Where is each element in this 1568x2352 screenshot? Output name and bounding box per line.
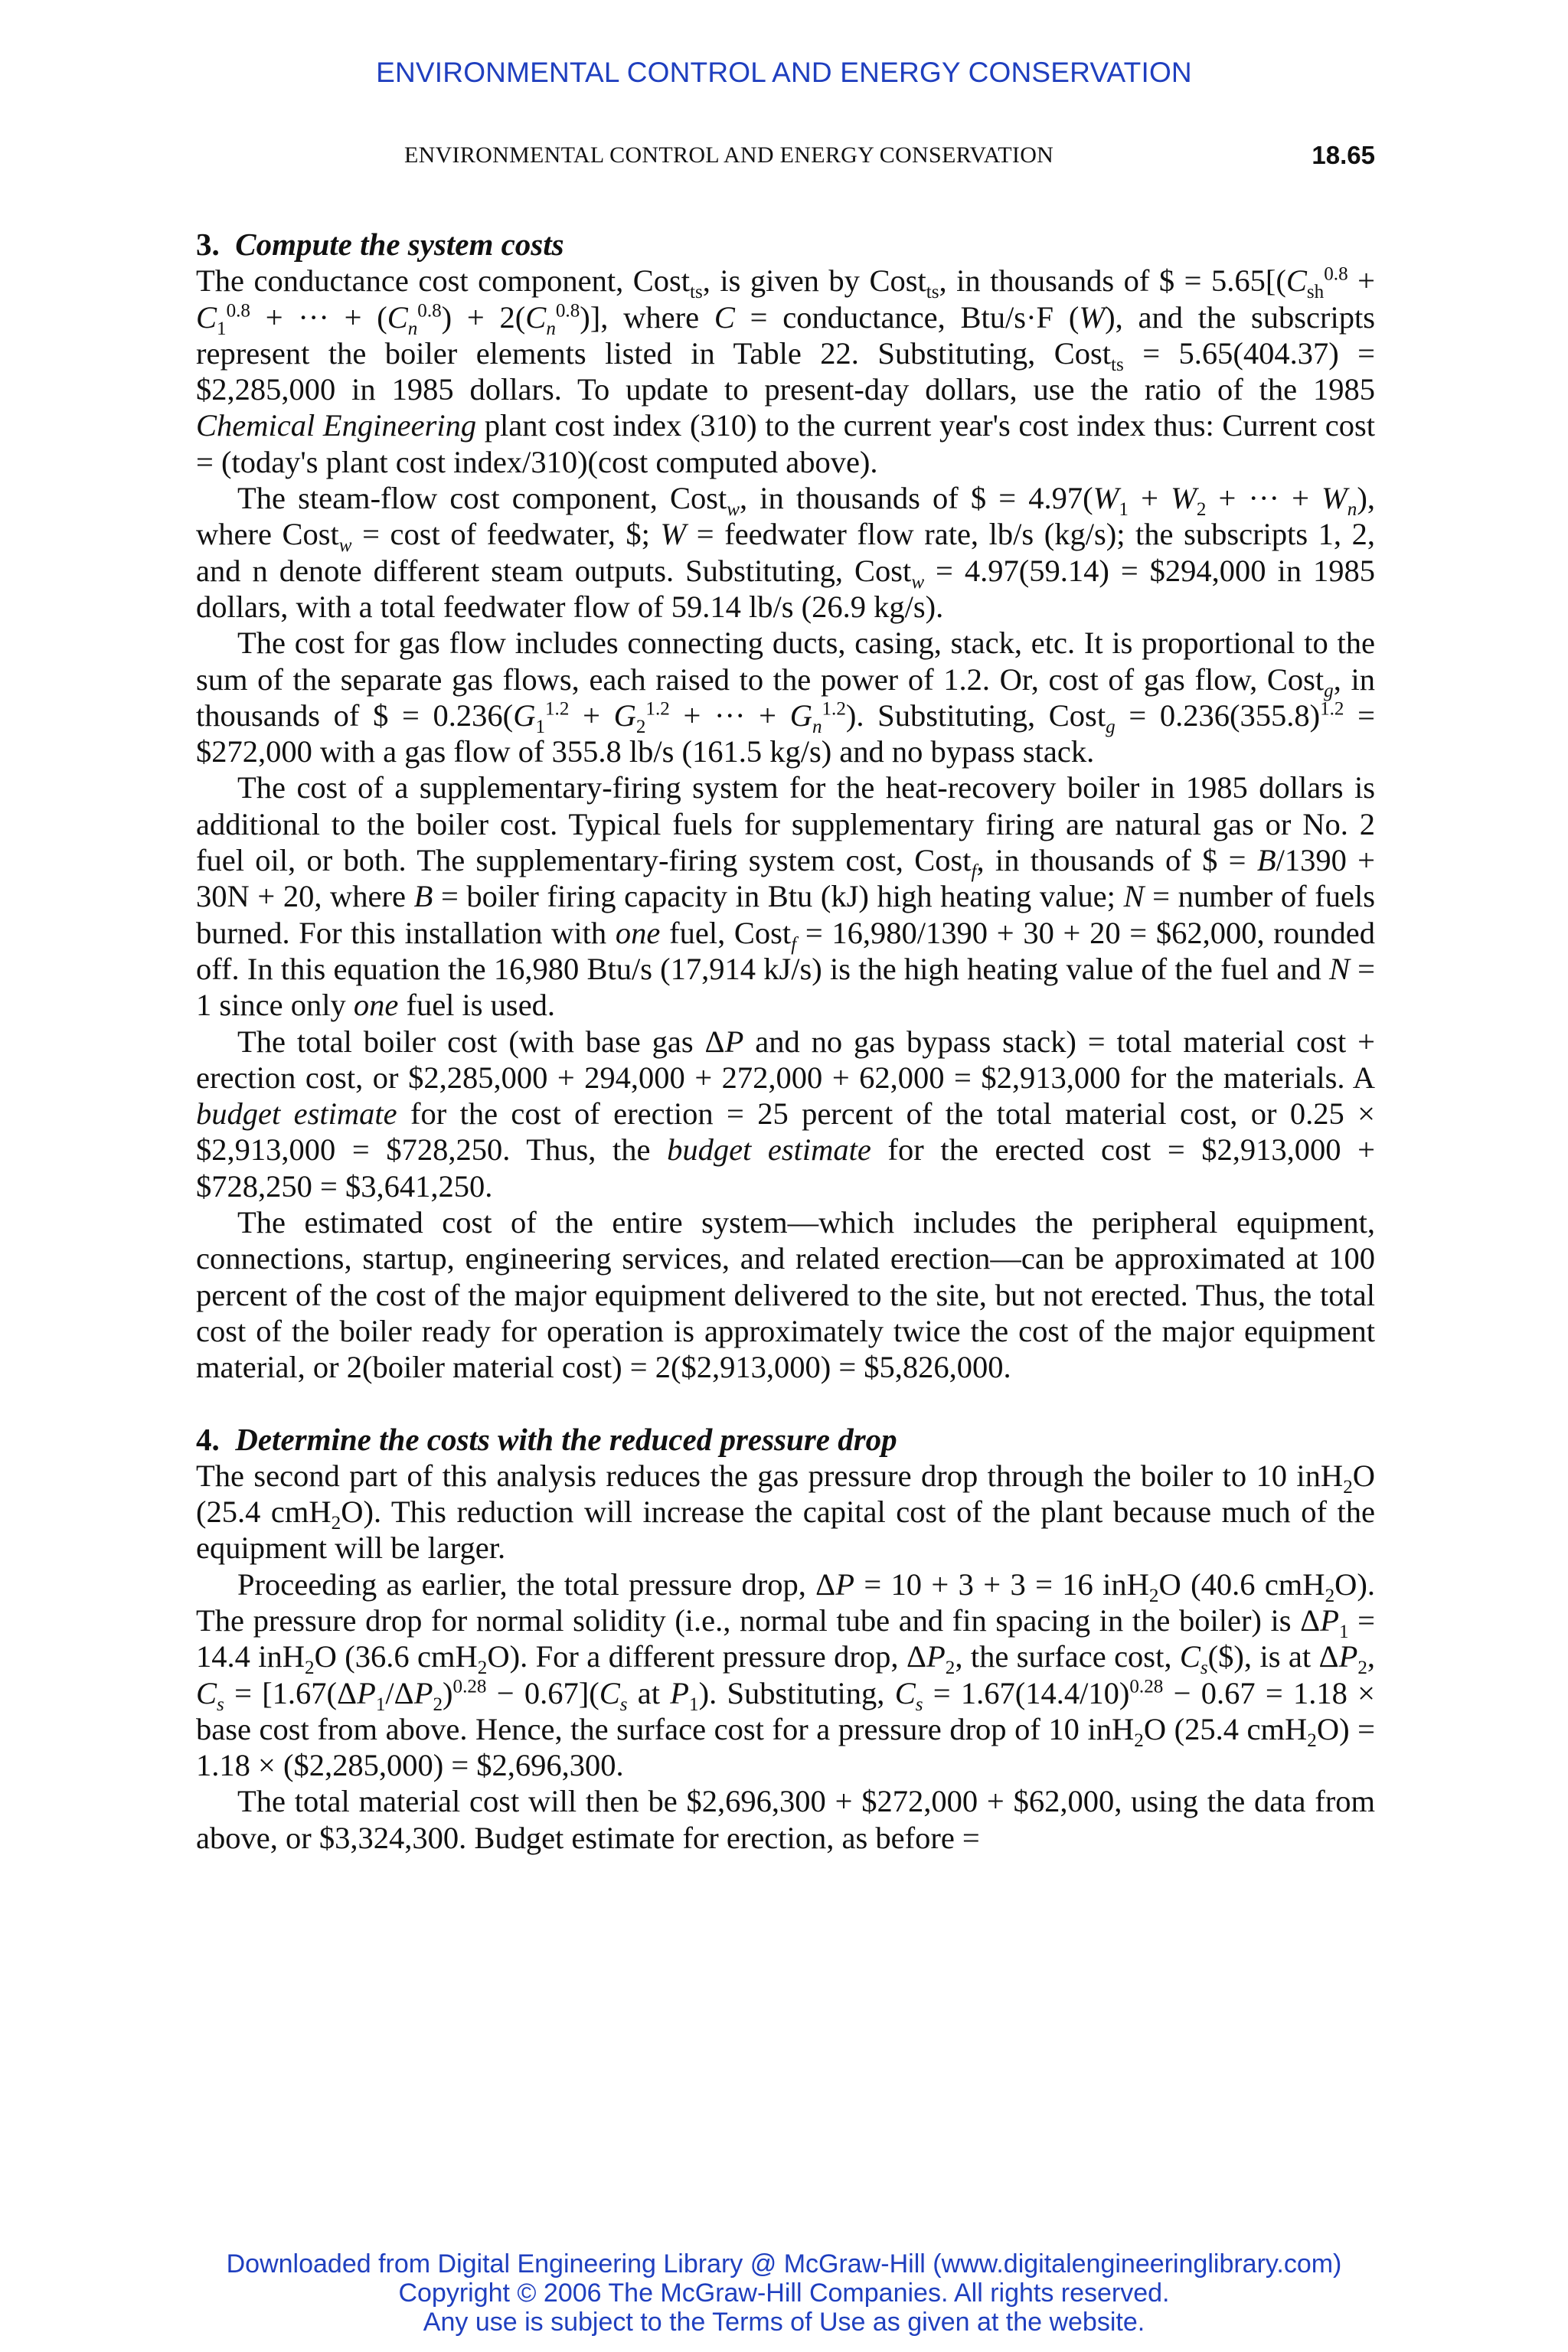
footer-terms: Any use is subject to the Terms of Use as given at the website.	[423, 2308, 1145, 2337]
step-4-number: 4.	[196, 1421, 220, 1457]
paragraph-entire-system-cost: The estimated cost of the entire system—which includes the peripheral equipment, connections, startup, engineering services, and related erection—can be approximated at 100 percent of the cost of the major equipment delivered to the site, but not erected. Thus, the total cost of the boiler ready for operation is approximately twice the cost of the major equipment material, or 2(boiler material cost) = 2($2,913,000) = $5,826,000.	[196, 1205, 1375, 1385]
paragraph-steam-flow-cost: The steam-flow cost component, Cost$_w$, in thousands of $ = $4.97(W_1 + W_2$ + ··· + $W_n$), where Cost$_w$ = cost of feedwater, $; W = feedwater flow rate, lb/s (kg/s); the subscripts 1, 2, and n denote different steam outputs. Substituting, Cost$_w$ = 4.97(59.14) = $294,000 in 1985 dollars, with a total feedwater flow of 59.14 lb/s (26.9 kg/s).	[196, 481, 1375, 624]
page-body	[196, 227, 1375, 1856]
footer-copyright: Copyright © 2006 The McGraw-Hill Companies. All rights reserved.	[398, 2278, 1170, 2308]
step-3-heading	[196, 227, 1375, 263]
step-4-heading	[196, 1422, 1375, 1458]
paragraph-reduced-pressure-intro: The second part of this analysis reduces the gas pressure drop through the boiler to 10 inH$_2$O (25.4 cmH$_2$O). This reduction will increase the capital cost of the plant because much of the equipment will be larger.	[196, 1458, 1375, 1566]
step-3-title: Compute the system costs	[235, 227, 564, 262]
paragraph-gas-flow-cost: The cost for gas flow includes connecting ducts, casing, stack, etc. It is proportional to the sum of the separate gas flows, each raised to the power of 1.2. Or, cost of gas flow, Cost$_g$, in thousands of $ = $0.236(G_1^{1.2} + G_2^{1.2}$ + ··· + $G_n^{1.2}$). Substituting, Cost$_g$ = $0.236(355.8)^{1.2}$ = $272,000 with a gas flow of 355.8 lb/s (161.5 kg/s) and no bypass stack.	[196, 626, 1375, 769]
running-head	[196, 142, 1375, 176]
paragraph-total-material-cost: The total material cost will then be $2,696,300 + $272,000 + $62,000, using the data from above, or $3,324,300. Budget estimate for erection, as before =	[196, 1784, 1375, 1855]
step-4-title: Determine the costs with the reduced pressure drop	[235, 1421, 897, 1457]
section-spacer	[196, 1386, 1375, 1422]
site-banner: ENVIRONMENTAL CONTROL AND ENERGY CONSERVATION	[376, 57, 1192, 88]
footer-download-link[interactable]: Downloaded from Digital Engineering Library @ McGraw-Hill (www.digitalengineeringlibrary.com)	[226, 2249, 1342, 2278]
paragraph-conductance-cost: The conductance cost component, Cost$_{ts}$, is given by Cost$_{ts}$, in thousands of $ = $5.65[(C_{sh}^{0.8} + C_1^{0.8}$ + ··· + $(C_n^{0.8}) + 2(C_n^{0.8})$], where C = conductance, Btu/s·F (W), and the subscripts represent the boiler elements listed in Table 22. Substituting, Cost$_{ts}$ = 5.65(404.37) = $2,285,000 in 1985 dollars. To update to present-day dollars, use the ratio of the 1985 Chemical Engineering plant cost index (310) to the current year's cost index thus: Current cost = (today's plant cost index/310)(cost computed above).	[196, 263, 1376, 479]
paragraph-supplementary-firing-cost: The cost of a supplementary-firing system for the heat-recovery boiler in 1985 dollars is additional to the boiler cost. Typical fuels for supplementary firing are natural gas or No. 2 fuel oil, or both. The supplementary-firing system cost, Cost$_f$, in thousands of $ = B/1390 + 30N + 20, where B = boiler firing capacity in Btu (kJ) high heating value; N = number of fuels burned. For this installation with one fuel, Cost$_f$ = 16,980/1390 + 30 + 20 = $62,000, rounded off. In this equation the 16,980 Btu/s (17,914 kJ/s) is the high heating value of the fuel and N = 1 since only one fuel is used.	[196, 770, 1376, 1023]
step-3-number: 3.	[196, 227, 220, 262]
paragraph-total-boiler-cost: The total boiler cost (with base gas ΔP and no gas bypass stack) = total material cost + erection cost, or $2,285,000 + 294,000 + 272,000 + 62,000 = $2,913,000 for the materials. A budget estimate for the cost of erection = 25 percent of the total material cost, or 0.25 × $2,913,000 = $728,250. Thus, the budget estimate for the erected cost = $2,913,000 + $728,250 = $3,641,250.	[196, 1024, 1376, 1204]
page-number: 18.65	[1312, 141, 1375, 169]
running-head-title: ENVIRONMENTAL CONTROL AND ENERGY CONSERVATION	[404, 142, 1054, 168]
paragraph-pressure-drop-calc: Proceeding as earlier, the total pressure drop, ΔP = 10 + 3 + 3 = 16 inH$_2$O (40.6 cmH$_2$O). The pressure drop for normal solidity (i.e., normal tube and fin spacing in the boiler) is $\Delta P_1 = 14.4$ inH$_2$O (36.6 cmH$_2$O). For a different pressure drop, $\Delta P_2$, the surface cost, $C_s(\$)$, is at $\Delta P_2$, $C_s = [1.67(\Delta P_1/\Delta P_2)^{0.28} - 0.67](C_s$ at $P_1$). Substituting, $C_s = 1.67(14.4/10)^{0.28} - 0.67 = 1.18$ × base cost from above. Hence, the surface cost for a pressure drop of 10 inH$_2$O (25.4 cmH$_2$O) = 1.18 × ($2,285,000) = $2,696,300.	[196, 1566, 1376, 1783]
footer	[0, 2249, 1568, 2337]
